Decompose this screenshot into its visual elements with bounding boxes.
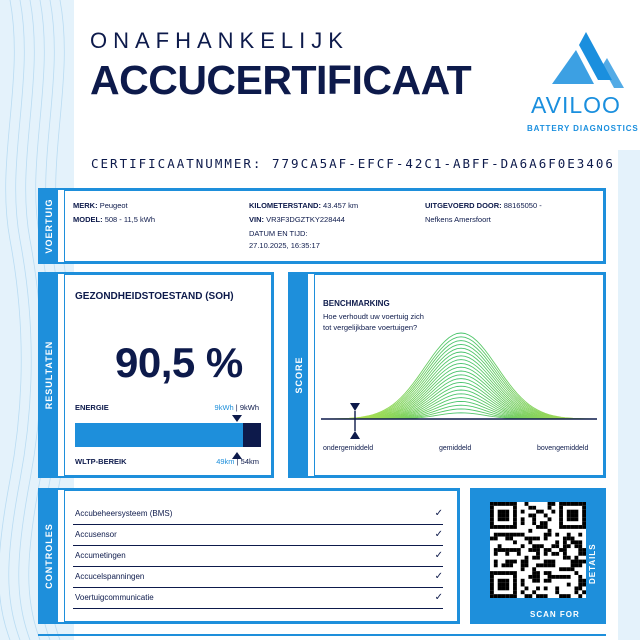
logo-subtitle: BATTERY DIAGNOSTICS bbox=[527, 124, 639, 133]
soh-bar-fill bbox=[75, 423, 243, 447]
performed-field-2: Nefkens Amersfoort bbox=[425, 215, 491, 224]
title-top: ONAFHANKELIJK bbox=[90, 28, 349, 53]
qr-scan-label: SCAN FOR bbox=[530, 610, 580, 619]
aviloo-logo-icon bbox=[528, 28, 636, 138]
control-row: Accumetingen ✓ bbox=[73, 547, 443, 567]
wltp-values: 49km | 54km bbox=[216, 457, 259, 466]
check-icon: ✓ bbox=[434, 571, 443, 582]
date-value: 27.10.2025, 16:35:17 bbox=[249, 241, 320, 250]
background-wave-right bbox=[618, 150, 640, 640]
vehicle-tab: VOERTUIG bbox=[40, 190, 58, 262]
soh-marker-icon bbox=[231, 415, 243, 459]
soh-value: 90,5 % bbox=[115, 339, 243, 386]
controls-section bbox=[38, 488, 460, 624]
check-icon: ✓ bbox=[434, 592, 443, 603]
qr-details-label: DETAILS bbox=[588, 543, 597, 584]
results-tab: RESULTATEN bbox=[40, 274, 58, 476]
score-tab: SCORE bbox=[290, 274, 308, 476]
soh-label: GEZONDHEIDSTOESTAND (SOH) bbox=[75, 291, 234, 302]
score-section bbox=[288, 272, 606, 478]
bottom-divider bbox=[38, 634, 606, 640]
axis-label-below: ondergemiddeld bbox=[323, 445, 374, 452]
certificate-number: CERTIFICAATNUMMER: 779CA5AF-EFCF-42C1-ABFF-DA6A6F0E3406 bbox=[91, 156, 615, 171]
energy-label: ENERGIE bbox=[75, 403, 109, 412]
control-row: Voertuigcommunicatie ✓ bbox=[73, 589, 443, 609]
wltp-label: WLTP-BEREIK bbox=[75, 457, 127, 466]
energy-values: 9kWh | 9kWh bbox=[214, 403, 259, 412]
control-row: Accubeheersysteem (BMS) ✓ bbox=[73, 505, 443, 525]
controls-tab: CONTROLES bbox=[40, 490, 58, 622]
model-field: MODEL: 508 - 11,5 kWh bbox=[73, 215, 155, 224]
check-icon: ✓ bbox=[434, 550, 443, 561]
score-marker-icon bbox=[349, 403, 361, 439]
logo-name: AVILOO bbox=[531, 92, 621, 118]
check-icon: ✓ bbox=[434, 508, 443, 519]
date-label: DATUM EN TIJD: bbox=[249, 229, 308, 238]
control-row: Accucelspanningen ✓ bbox=[73, 568, 443, 588]
benchmark-title: BENCHMARKING bbox=[323, 299, 390, 308]
benchmark-question: Hoe verhoudt uw voertuig zich tot vergelijkbare voertuigen? bbox=[323, 312, 424, 332]
qr-panel[interactable] bbox=[470, 488, 606, 624]
vehicle-section bbox=[38, 188, 606, 264]
brand-field: MERK: Peugeot bbox=[73, 201, 128, 210]
check-icon: ✓ bbox=[434, 529, 443, 540]
results-section bbox=[38, 272, 274, 478]
performed-field: UITGEVOERD DOOR: 88165050 - bbox=[425, 201, 542, 210]
title-main: ACCUCERTIFICAAT bbox=[90, 57, 472, 103]
control-row: Accusensor ✓ bbox=[73, 526, 443, 546]
axis-label-above: bovengemiddeld bbox=[537, 445, 589, 452]
mileage-field: KILOMETERSTAND: 43.457 km bbox=[249, 201, 359, 210]
vin-field: VIN: VR3F3DGZTKY228444 bbox=[249, 215, 345, 224]
axis-label-average: gemiddeld bbox=[439, 445, 472, 452]
qr-code-icon[interactable] bbox=[490, 502, 586, 598]
